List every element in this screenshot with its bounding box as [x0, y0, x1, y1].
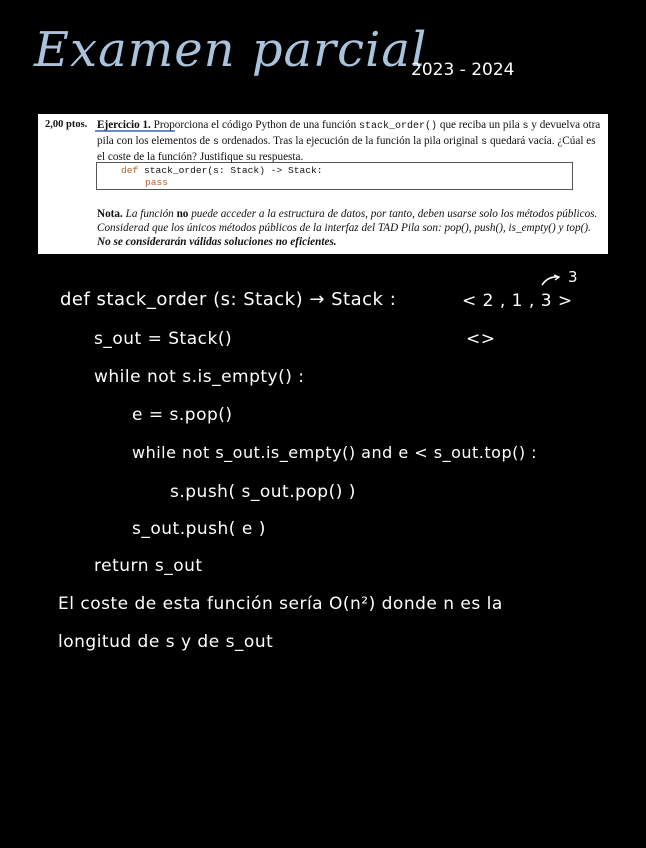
statement-code-variable: s: [212, 137, 219, 148]
statement-code-function: stack_order(): [359, 121, 438, 132]
answer-def-line: def stack_order (s: Stack) → Stack :: [60, 289, 397, 310]
code-signature: stack_order(s: Stack) -> Stack:: [144, 165, 323, 176]
trace-arrow-icon: [540, 274, 562, 286]
code-body-line: [121, 177, 572, 189]
exercise-note: [97, 207, 602, 249]
answer-while-line: while not s.is_empty() :: [94, 367, 305, 387]
answer-inner-while-line: while not s_out.is_empty() and e < s_out.top() :: [132, 443, 538, 462]
answer-sout-init: s_out = Stack(): [94, 329, 233, 349]
answer-push-s-line: s.push( s_out.pop() ): [170, 482, 356, 502]
school-year: 2023 - 2024: [411, 60, 515, 80]
note-warning: No se considerarán válidas soluciones no eficientes.: [97, 236, 337, 248]
note-label: Nota.: [97, 208, 123, 220]
statement-text: y devuelva otra pila con los elementos de: [97, 119, 601, 147]
statement-text: Proporciona el código Python de una función: [153, 119, 357, 131]
trace-arrow-number: 3: [568, 268, 579, 286]
exercise-statement: [97, 118, 602, 164]
statement-code-variable: s: [522, 121, 529, 132]
note-emphasis: no: [176, 208, 189, 220]
statement-text: que reciba un pila: [439, 119, 520, 131]
trace-stack-example: < 2 , 1 , 3 >: [462, 291, 573, 311]
note-text: puede acceder a la estructura de datos, por tanto, deben usarse solo los métodos públicos. Considerad que los únicos métodos públicos de la interfaz del TAD Pila son: pop(), push(), is_empty() y top().: [97, 208, 598, 234]
points-label: 2,00 ptos.: [45, 119, 88, 130]
exam-title: Examen parcial: [34, 22, 428, 78]
code-signature-line: [121, 165, 572, 177]
note-text: La función: [125, 208, 174, 220]
answer-push-out-line: s_out.push( e ): [132, 519, 266, 539]
exercise-label: Ejercicio 1.: [97, 119, 151, 131]
statement-text: quedará vacía. ¿Cúal es el coste de la función? Justifique su respuesta.: [97, 135, 596, 163]
code-keyword-pass: pass: [145, 177, 169, 188]
statement-text: original: [443, 135, 479, 147]
code-template-box: [96, 162, 573, 190]
statement-text: ordenados. Tras la ejecución de la función la pila: [221, 135, 441, 147]
code-keyword-def: def: [121, 165, 139, 176]
answer-cost-line-1: El coste de esta función sería O(n²) donde n es la: [58, 594, 503, 614]
answer-return-line: return s_out: [94, 556, 203, 576]
trace-empty-stack: <>: [466, 329, 496, 349]
answer-cost-line-2: longitud de s y de s_out: [58, 632, 274, 652]
answer-pop-line: e = s.pop(): [132, 405, 233, 425]
exercise-statement-box: [38, 114, 608, 254]
statement-code-variable: s: [481, 137, 488, 148]
